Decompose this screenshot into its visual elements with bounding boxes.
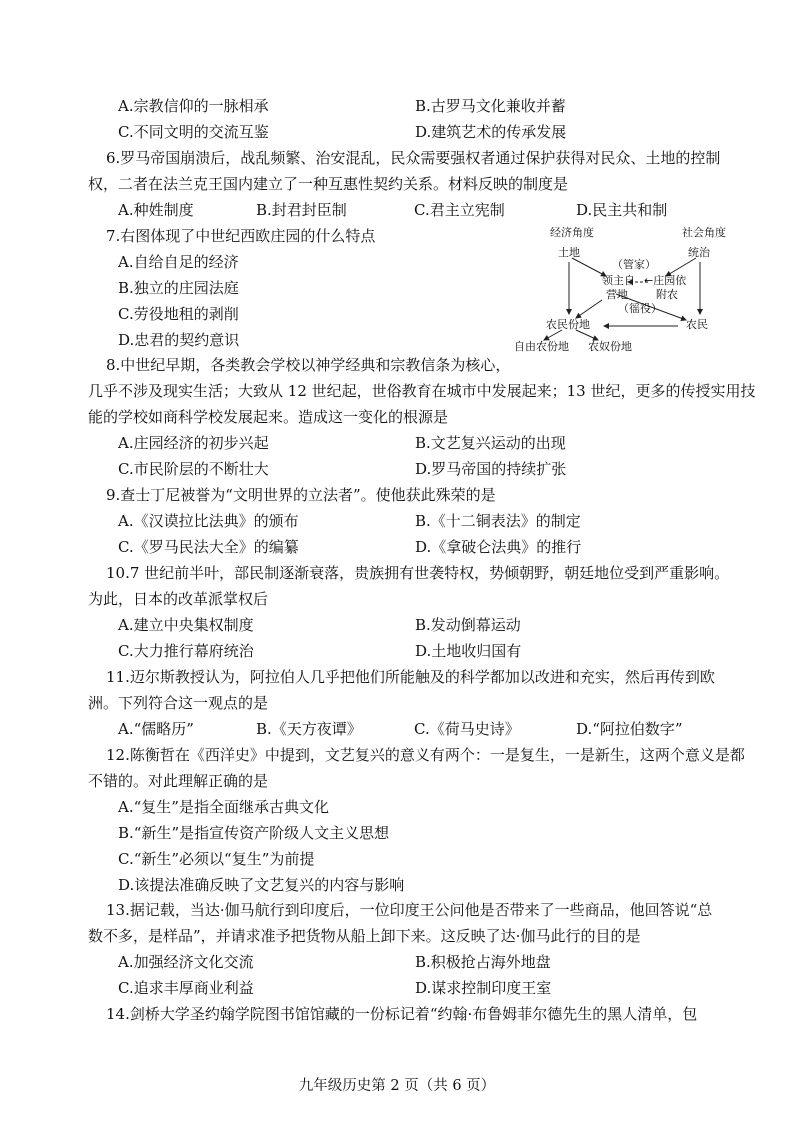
q10-option-a: A.建立中央集权制度 xyxy=(118,616,254,634)
q6-stem-line2: 权，二者在法兰克王国内建立了一种互惠性契约关系。材料反映的制度是 xyxy=(88,175,569,193)
q8-option-a: A.庄园经济的初步兴起 xyxy=(118,434,269,452)
q12-option-c: C.“新生”必须以“复生”为前提 xyxy=(118,850,315,868)
q10-option-d: D.土地收归国有 xyxy=(415,642,522,660)
diagram-free-land: 自由农份地 xyxy=(514,340,569,353)
diagram-manor-serf-1: ←庄园依 xyxy=(644,274,687,287)
q13-stem-line2: 数不多，是样品”，并请求准予把货物从船上卸下来。这反映了达·伽马此行的目的是 xyxy=(88,927,641,945)
diagram-steward: （管家） xyxy=(612,258,656,271)
q13-option-c: C.追求丰厚商业利益 xyxy=(118,979,254,997)
q14-stem-line1: 14.剑桥大学圣约翰学院图书馆馆藏的一份标记着“约翰·布鲁姆菲尔德先生的黑人清单，包 xyxy=(106,1005,698,1023)
diagram-social: 社会角度 xyxy=(682,226,726,239)
q5-option-b: B.古罗马文化兼收并蓄 xyxy=(415,97,566,115)
q12-stem-line1: 12.陈衡哲在《西洋史》中提到，文艺复兴的意义有两个：一是复生，一是新生，这两个意义是都 xyxy=(106,746,745,764)
manor-diagram xyxy=(506,222,746,354)
q8-option-c: C.市民阶层的不断壮大 xyxy=(118,460,269,478)
diagram-labor: （徭役） xyxy=(618,302,662,315)
diagram-manor-serf-2: 附农 xyxy=(656,288,678,301)
q7-option-c: C.劳役地租的剥削 xyxy=(118,305,239,323)
q13-option-a: A.加强经济文化交流 xyxy=(118,953,254,971)
q10-option-b: B.发动倒幕运动 xyxy=(415,616,521,634)
q6-option-c: C.君主立宪制 xyxy=(414,201,505,219)
q10-stem-line2: 为此，日本的改革派掌权后 xyxy=(88,590,269,608)
q6-option-a: A.种姓制度 xyxy=(118,201,194,219)
q12-option-b: B.“新生”是指宣传资产阶级人文主义思想 xyxy=(118,824,390,842)
q8-option-d: D.罗马帝国的持续扩张 xyxy=(415,460,567,478)
q8-stem-line1: 8.中世纪早期，各类教会学校以神学经典和宗教信条为核心， xyxy=(106,356,511,374)
q9-option-c: C.《罗马民法大全》的编纂 xyxy=(118,538,299,556)
q10-stem-line1: 10.7 世纪前半叶，部民制逐渐衰落，贵族拥有世袭特权，势倾朝野，朝廷地位受到严重影响。 xyxy=(106,564,730,582)
q11-option-a: A.“儒略历” xyxy=(118,720,194,738)
q9-option-b: B.《十二铜表法》的制定 xyxy=(415,512,581,530)
q11-option-d: D.“阿拉伯数字” xyxy=(576,720,683,738)
q11-stem-line2: 洲。下列符合这一观点的是 xyxy=(88,694,269,712)
diagram-economic: 经济角度 xyxy=(550,226,594,239)
q13-option-b: B.积极抢占海外地盘 xyxy=(415,953,551,971)
q8-option-b: B.文艺复兴运动的出现 xyxy=(415,434,566,452)
q7-option-b: B.独立的庄园法庭 xyxy=(118,279,239,297)
q5-option-d: D.建筑艺术的传承发展 xyxy=(415,123,567,141)
q11-option-c: C.《荷马史诗》 xyxy=(414,720,520,738)
q6-stem-line1: 6.罗马帝国崩溃后，战乱频繁、治安混乱，民众需要强权者通过保护获得对民众、土地的控制 xyxy=(106,149,721,167)
q9-stem: 9.查士丁尼被誉为“文明世界的立法者”。使他获此殊荣的是 xyxy=(106,486,496,504)
diagram-rule: 统治 xyxy=(688,246,710,259)
diagram-peasant: 农民 xyxy=(686,318,708,331)
q8-stem-line3: 能的学校如商科学校发展起来。造成这一变化的根源是 xyxy=(88,408,449,426)
q9-option-a: A.《汉谟拉比法典》的颁布 xyxy=(118,512,299,530)
q7-stem: 7.右图体现了中世纪西欧庄园的什么特点 xyxy=(106,227,376,245)
q6-option-b: B.封君封臣制 xyxy=(256,201,347,219)
q5-option-a: A.宗教信仰的一脉相承 xyxy=(118,97,269,115)
q11-stem-line1: 11.迈尔斯教授认为，阿拉伯人几乎把他们所能触及的科学都加以改进和充实，然后再传到欧 xyxy=(106,668,715,686)
diagram-peasant-land: 农民份地 xyxy=(546,318,590,331)
q8-stem-line2: 几乎不涉及现实生活；大致从 12 世纪起，世俗教育在城市中发展起来；13 世纪，更多的传授实用技 xyxy=(88,382,756,400)
q9-option-d: D.《拿破仑法典》的推行 xyxy=(415,538,582,556)
q11-option-b: B.《天方夜谭》 xyxy=(256,720,362,738)
page-footer: 九年级历史第 2 页（共 6 页） xyxy=(298,1078,496,1094)
q6-option-d: D.民主共和制 xyxy=(576,201,668,219)
diagram-land: 土地 xyxy=(558,246,580,259)
q12-stem-line2: 不错的。对此理解正确的是 xyxy=(88,772,269,790)
q5-option-c: C.不同文明的交流互鉴 xyxy=(118,123,269,141)
q13-stem-line1: 13.据记载，当达·伽马航行到印度后，一位印度王公问他是否带来了一些商品，他回答说“总 xyxy=(106,901,713,919)
q13-option-d: D.谋求控制印度王室 xyxy=(415,979,552,997)
q12-option-d: D.该提法准确反映了文艺复兴的内容与影响 xyxy=(118,876,405,894)
q7-option-d: D.忠君的契约意识 xyxy=(118,331,240,349)
q12-option-a: A.“复生”是指全面继承古典文化 xyxy=(118,798,329,816)
diagram-lord-demesne-1: 领主自 xyxy=(602,274,635,287)
q7-option-a: A.自给自足的经济 xyxy=(118,253,239,271)
q10-option-c: C.大力推行幕府统治 xyxy=(118,642,254,660)
diagram-lord-demesne-2: 营地 xyxy=(606,288,628,301)
diagram-serf-land: 农奴份地 xyxy=(588,340,632,353)
